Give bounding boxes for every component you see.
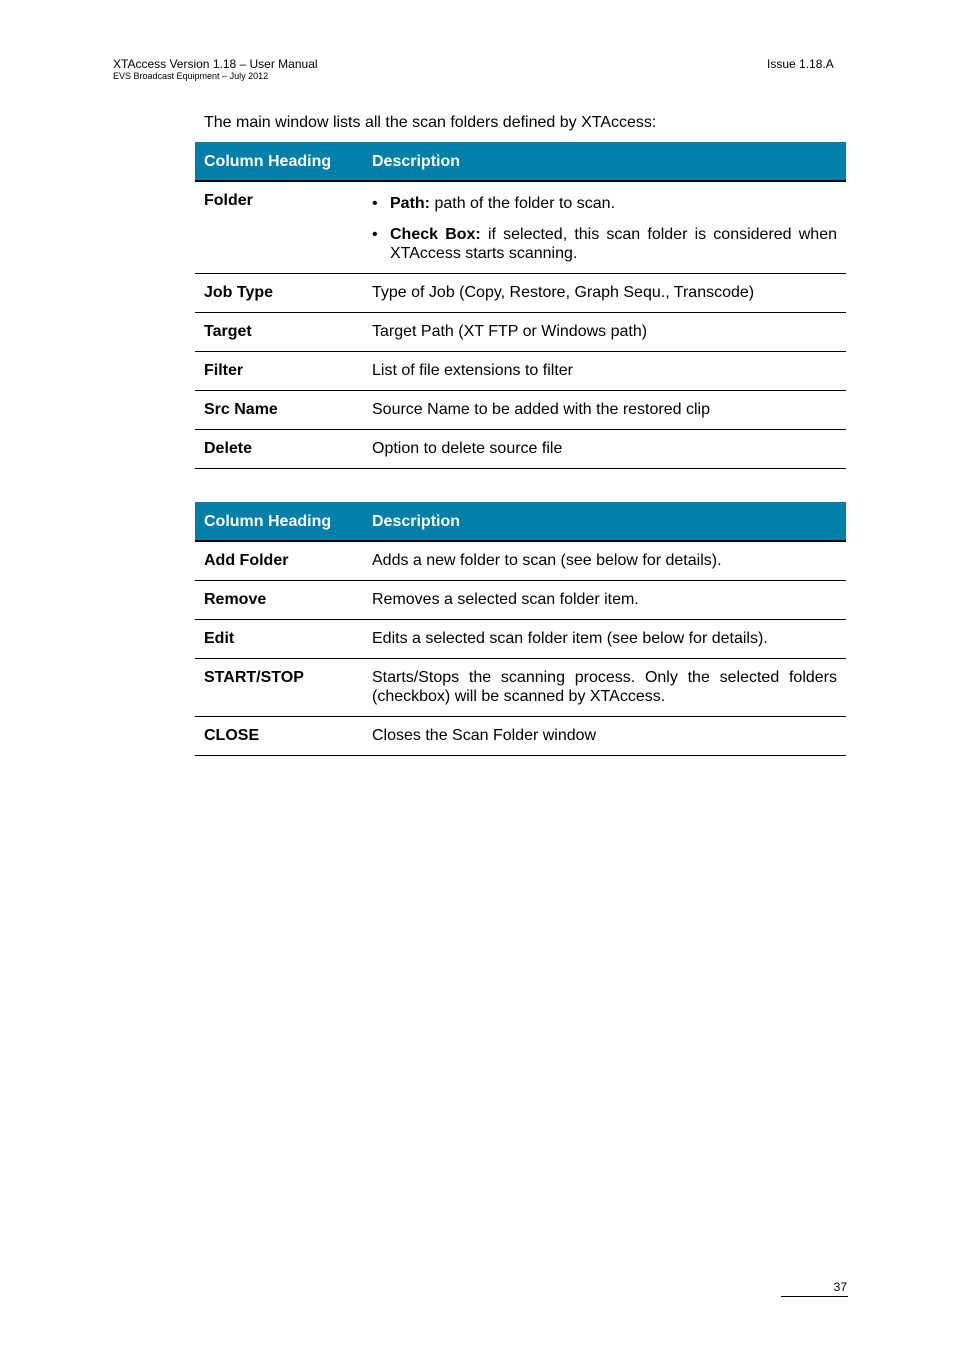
row-heading: Folder [195, 181, 363, 274]
table-row [195, 717, 846, 756]
table-row [195, 659, 846, 717]
table-row [195, 274, 846, 313]
document-header [113, 57, 318, 82]
row-heading: Edit [195, 620, 363, 659]
description-header: Description [363, 502, 846, 541]
table-row-folder [195, 181, 846, 274]
scan-folder-buttons-table [195, 502, 846, 756]
intro-paragraph: The main window lists all the scan folders defined by XTAccess: [204, 114, 657, 131]
row-heading: Job Type [195, 274, 363, 313]
row-description [363, 181, 846, 274]
row-description: Source Name to be added with the restored clip [363, 391, 846, 430]
description-header: Description [363, 142, 846, 181]
table-row [195, 581, 846, 620]
table-row [195, 620, 846, 659]
table-row [195, 430, 846, 469]
page-number: 37 [833, 1280, 847, 1294]
row-heading: Add Folder [195, 541, 363, 581]
issue-number: Issue 1.18.A [767, 57, 834, 71]
row-heading: Delete [195, 430, 363, 469]
row-description: Closes the Scan Folder window [363, 717, 846, 756]
row-heading: Src Name [195, 391, 363, 430]
row-description: List of file extensions to filter [363, 352, 846, 391]
table-row [195, 352, 846, 391]
row-description: Target Path (XT FTP or Windows path) [363, 313, 846, 352]
table-header-row [195, 142, 846, 181]
column-heading-header: Column Heading [195, 502, 363, 541]
footer-rule [781, 1296, 848, 1297]
document-title: XTAccess Version 1.18 – User Manual [113, 57, 318, 71]
folder-bullet-list [372, 194, 837, 263]
row-heading: Target [195, 313, 363, 352]
bullet-term: Path: [390, 195, 430, 212]
table-row [195, 541, 846, 581]
row-description: Removes a selected scan folder item. [363, 581, 846, 620]
row-description: Edits a selected scan folder item (see below for details). [363, 620, 846, 659]
row-heading: START/STOP [195, 659, 363, 717]
table-row [195, 391, 846, 430]
bullet-term: Check Box: [390, 226, 481, 243]
bullet-text: path of the folder to scan. [430, 195, 616, 212]
row-description: Adds a new folder to scan (see below for details). [363, 541, 846, 581]
row-description: Type of Job (Copy, Restore, Graph Sequ., Transcode) [363, 274, 846, 313]
list-item [372, 194, 837, 213]
row-heading: Remove [195, 581, 363, 620]
row-heading: Filter [195, 352, 363, 391]
document-subtitle: EVS Broadcast Equipment – July 2012 [113, 71, 269, 81]
table-row [195, 313, 846, 352]
row-description: Option to delete source file [363, 430, 846, 469]
scan-folder-columns-table [195, 142, 846, 469]
row-heading: CLOSE [195, 717, 363, 756]
bullet-text: if selected, this scan folder is considered when XTAccess starts scanning. [390, 226, 837, 262]
row-description: Starts/Stops the scanning process. Only the selected folders (checkbox) will be scanned by XTAccess. [363, 659, 846, 717]
column-heading-header: Column Heading [195, 142, 363, 181]
bullet-icon: • [372, 195, 378, 212]
list-item [372, 225, 837, 263]
bullet-icon: • [372, 226, 378, 243]
table-header-row [195, 502, 846, 541]
